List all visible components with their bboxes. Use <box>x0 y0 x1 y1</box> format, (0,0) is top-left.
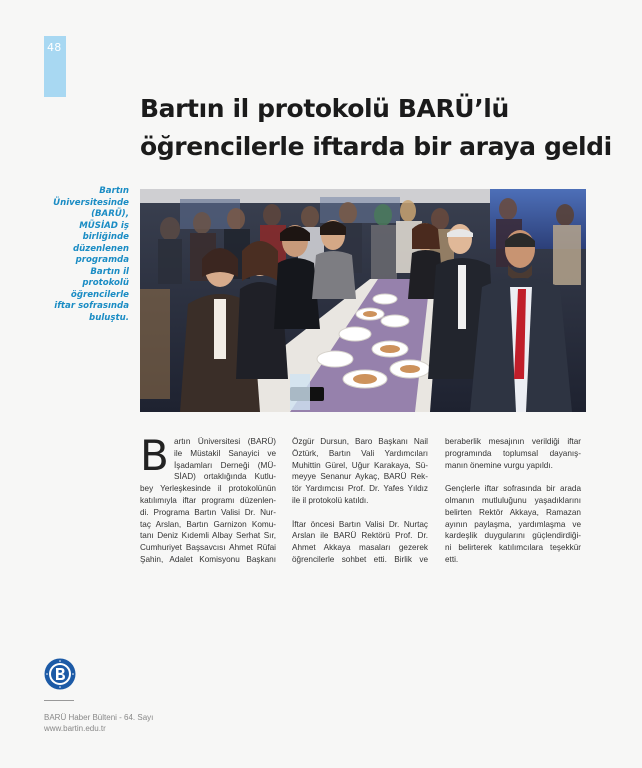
title-line-1: Bartın il protokolü BARÜ’lü <box>140 94 509 123</box>
body-line: katılımıyla iftar programı düzenlen- <box>140 495 276 505</box>
pull-quote-line: (BARÜ), <box>91 209 129 219</box>
publication-name: BARÜ Haber Bülteni - 64. Sayı <box>44 713 154 722</box>
body-column-3 <box>445 436 581 578</box>
page-number: 48 <box>47 41 62 54</box>
body-line: ile il protokolü katıldı. <box>292 495 369 505</box>
body-line: Özgür Dursun, Baro Başkanı Nail <box>292 437 428 446</box>
article-body <box>140 431 586 596</box>
body-line: Arslan ile BARÜ Rektörü Prof. Dr. <box>292 531 428 541</box>
body-line: İşadamları Derneği (MÜ- <box>174 460 276 470</box>
body-line: etti. <box>445 554 459 564</box>
body-line: Gençlerle iftar sofrasında bir arada <box>445 484 581 494</box>
website-url: www.bartin.edu.tr <box>44 724 106 733</box>
iftar-dinner-photo <box>140 189 586 412</box>
body-line: Şahin, Adalet Komisyonu Başkanı <box>140 554 276 564</box>
pull-quote-line: programda <box>75 255 129 265</box>
body-line: taç Arslan, Bartın Garnizon Komu- <box>140 519 276 529</box>
body-line: di. Programa Bartın Valisi Dr. Nur- <box>140 507 276 517</box>
body-line: belirten Rektör Akkaya, Ramazan <box>445 507 581 517</box>
pull-quote-line: iftar sofrasında <box>54 301 129 311</box>
footer-divider <box>44 700 74 701</box>
body-paragraph <box>445 436 581 471</box>
body-line: Ahmet Akkaya masaları gezerek <box>292 543 428 553</box>
body-line: artın Üniversitesi (BARÜ) <box>174 437 276 446</box>
body-line: tör Yardımcısı Prof. Dr. Yafes Yıldız <box>292 484 428 494</box>
title-line-2: öğrencilerle iftarda bir araya geldi <box>140 132 612 161</box>
body-column-1 <box>140 431 276 566</box>
pull-quote-line: düzenlenen <box>72 243 129 254</box>
bartin-university-seal-icon <box>44 658 76 690</box>
body-line: ayının paylaşma, yardımlaşma ve <box>445 519 581 529</box>
pull-quote-line: Bartın il <box>90 266 129 277</box>
pull-quote <box>40 186 129 324</box>
pull-quote-line: protokolü <box>82 278 129 288</box>
pull-quote-line: Bartın <box>99 186 129 196</box>
body-paragraph <box>445 483 581 566</box>
body-line: kardeşlik duygularını güçlendirdiği- <box>445 531 581 541</box>
pull-quote-line: Üniversitesinde <box>53 197 129 208</box>
body-line: Cumhuriyet Başsavcısı Ahmet Rüfai <box>140 543 276 553</box>
body-line: bey Yerleşkesinde il protokolünün <box>140 484 276 494</box>
body-line: ile Müstakil Sanayici ve <box>174 448 276 458</box>
body-line: SİAD) ortaklığında Kutlu- <box>174 472 276 482</box>
pull-quote-line: birliğinde <box>82 232 129 242</box>
body-column-2 <box>292 436 428 578</box>
body-line: Öztürk, Bartın Vali Yardımcıları <box>292 448 428 458</box>
pull-quote-line: öğrencilerle <box>70 289 129 300</box>
body-paragraph <box>292 519 428 566</box>
article-photo <box>140 189 586 412</box>
body-line: beraberlik mesajının verildiği iftar <box>445 437 581 446</box>
body-line: programında toplumsal dayanış- <box>445 448 581 458</box>
body-line: tanı Deniz Kıdemli Albay Serhat Sır, <box>140 531 276 541</box>
pull-quote-line: buluştu. <box>89 312 129 323</box>
body-line: ni belirterek katılımcılara teşekkür <box>445 543 581 553</box>
body-line: meyye Senanur Aykaç, BARÜ Rek- <box>292 472 428 482</box>
body-line: olmanın mutluluğunu yaşadıklarını <box>445 495 581 505</box>
drop-cap: B <box>140 431 169 480</box>
footer <box>44 712 153 734</box>
body-line: manın önemine vurgu yapıldı. <box>445 460 553 470</box>
article-title <box>140 90 612 166</box>
body-paragraph <box>292 436 428 507</box>
page-number-badge <box>44 36 66 97</box>
pull-quote-line: MÜSİAD iş <box>79 220 129 231</box>
university-logo <box>44 658 76 690</box>
body-line: öğrencilerle sohbet etti. Birlik ve <box>292 554 428 564</box>
body-line: Muhittin Gürel, Uğur Karakaya, Sü- <box>292 460 428 470</box>
body-line: İftar öncesi Bartın Valisi Dr. Nurtaç <box>292 519 428 529</box>
